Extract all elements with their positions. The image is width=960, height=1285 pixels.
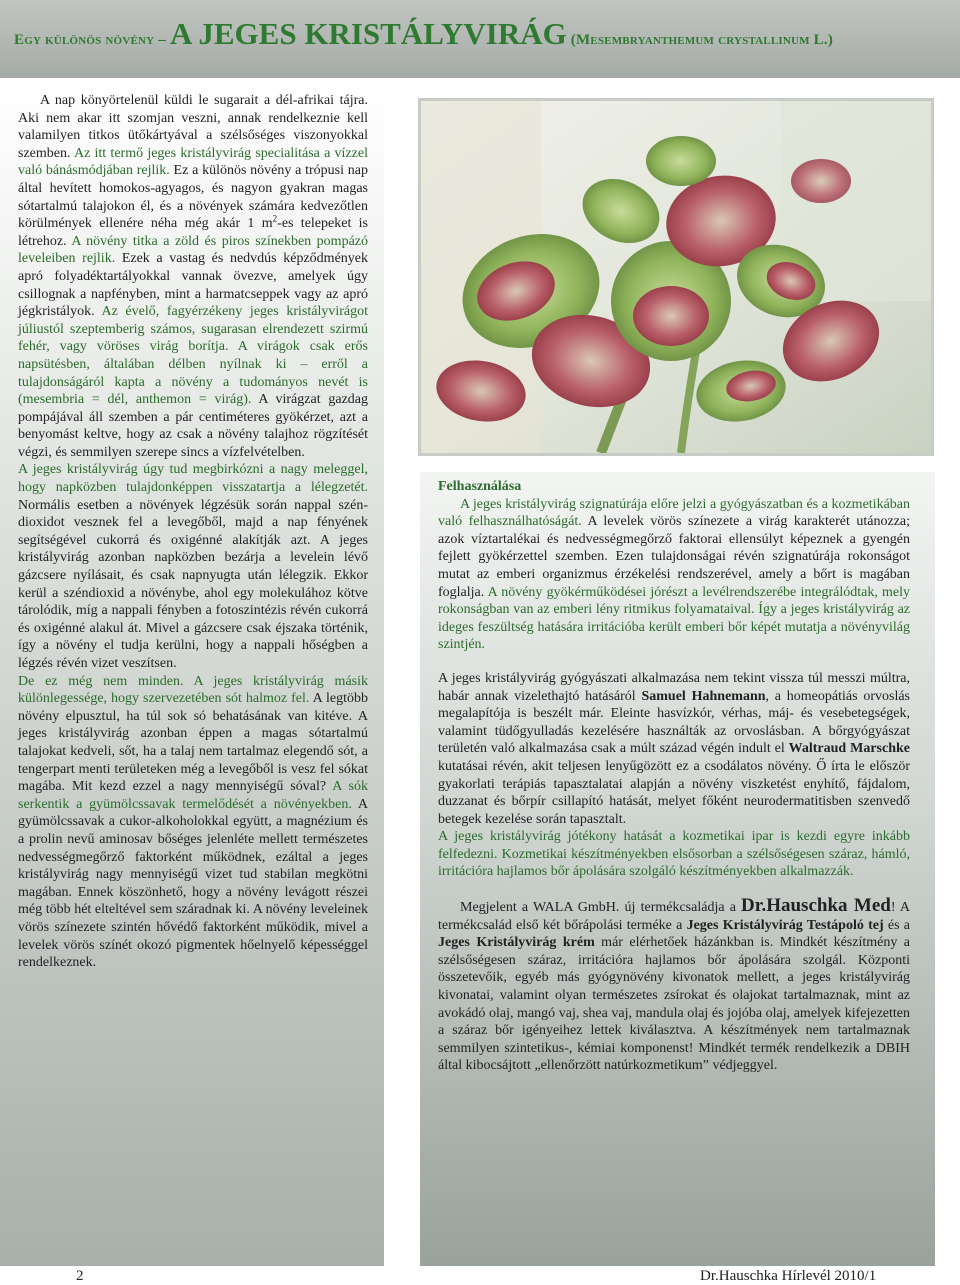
left-column bbox=[0, 86, 384, 1266]
salt-paragraph: De ez még nem minden. A jeges kristályvirág másik különlegessége, hogy szervezetében sót halmoz fel. A legtöbb növény elpusztul, ha túl sok só behatásának van kitéve. A jeges kristályvirág azonban éppen a magas sótartalmú talajokat kedveli, sőt, ha a talaj nem tartalmaz elegendő sót, a tengerpart menti területeken még a levegőből is vesz fel sókat magába. Mit kezd ezzel a nagy mennyiségű sóval? A sók serkentik a gyümölcssavak termelődését a növényekben. A gyümölcssavak a cukor-alkoholokkal együtt, a magnézium és a prolin nevű aminosav bőséges jelenléte mellett természetes nedvességmegőrző faktorként működnek, ezáltal a jeges kristályvirág nagy mennyiségű vizet tud stabilan megkötni magában. Ennek köszönhető, hogy a növény levágott részei még több hét elteltével sem száradnak ki. A növény leveleinek vörös színezete szintén hővédő faktorként működik, mivel a levelek vörös színét okozó pigmentek hőelnyelő képességgel rendelkeznek. bbox=[18, 673, 369, 971]
title-latin: (Mesembryanthemum crystallinum L.) bbox=[570, 32, 834, 48]
right-column-text bbox=[438, 478, 910, 1075]
intro-paragraph: A nap könyörtelenül küldi le sugarait a dél-afrikai tájra. Aki nem akar itt szomjan veszni, annak rendelkeznie kell valamilyen titkos ütőkártyával a szélsőséges viszonyokkal szemben. Az itt termő jeges kristályvirág specialitása a vízzel való bánásmódjában rejlik. Ez a különös növény a trópusi nap által hevített homokos-agyagos, és nagyon gyakran magas sótartalmú talajokon él, és a növények számára kedvezőtlen körülmények ellenére néha még akár 1 $m^2-es$ telepeket is létrehoz. A növény titka a zöld és piros színekben pompázó leveleiben rejlik. Ezek a vastag és nedvdús képződmények apró folyadéktartályokkal vannak övezve, amelyek úgy csillognak a napfényben, mint a harmatcseppek vagy az apró jégkristályok. Az évelő, fagyérzékeny jeges kristályvirágot júliustól szeptemberig számos, sugarasan elrendezett szirmú fehér, vagy vöröses virág borítja. A virágok csak erős napsütésben, általában délben nyílnak ki – erről a tulajdonságáról kapta a növény a tudományos nevét is (mesembria = dél, anthemon = virág). A virágzat gazdag pompájával áll szemben a pár centiméteres gyökérzet, azt a benyomást keltve, hogy az csak a növény talajhoz rögzítését végzi, és semmilyen szerepe sincs a vízfelvételben. bbox=[18, 93, 369, 460]
usage-heading: Felhasználása bbox=[438, 479, 522, 494]
usage-paragraph: A jeges kristályvirág szignatúrája előre jelzi a gyógyászatban és a kozmetikában való felhasználhatóságát. A levelek vörös színezete a virág karakterét utánozza; azok víztartalékai és nedvességmegőrző faktorai ellensúlyt képeznek a gyengén fejlett gyökérzettel szemben. Ezen tulajdonságai révén szignatúrája rokonságot mutat az emberi organizmus érzékelési rendszerével, amely a bőrt is magában foglalja. A növény gyökérműködései jórészt a levélrendszerébe integrálódtak, mely rokonságban van az emberi lény ritmikus folyamataival. Így a jeges kristályvirág az ideges feszültség hatására irritációba került emberi bőr képét mutatja a növényvilág szintjén. bbox=[438, 496, 911, 653]
breathing-paragraph: A jeges kristályvirág úgy tud megbirkózni a nagy meleggel, hogy napközben tulajdonképpen visszatartja a lélegzetét. Normális esetben a növények légzésük során nappal szén-dioxidot vesznek fel a levegőből, majd a nap fényének segítségével cukorrá és oxigénné alakítják azt. A jeges kristályvirág azonban napközben bezárja a levelein lévő gázcsere nyílásait, és csak napnyugta után lélegzik. Ekkor kerül a széndioxid a növénybe, ahol egy molekulához kötve tárolódik, míg a nappali fényben a fotoszintézis révén cukorrá és oxigénné alakul át. Mivel a gázcsere csak éjszaka történik, így a növény el tudja kerülni, hogy a nappali hőségben a légzés révén vizet veszítsen. bbox=[18, 462, 368, 671]
title-main: A JEGES KRISTÁLYVIRÁG bbox=[169, 16, 567, 51]
product-paragraph: Megjelent a WALA GmbH. új termékcsaládja a Dr.Hauschka Med! A termékcsalád első két bőrápolási terméke a Jeges Kristályvirág Testápoló tej és a Jeges Kristályvirág krém már elérhetőek házánkban is. Mindkét készítmény a szélsőségesen száraz, irritációra hajlamos bőr ápolására szolgál. Központi összetevőik, egyéb más gyógynövény kivonatok mellett, a jeges kristályvirág kivonatai, valamint olyan természetes zsírokat és olajokat tartalmaznak, mint az avokádó olaj, mangó vaj, shea vaj, mandula olaj és jojóba olaj, amelyek kifejezetten a száraz bőr igényeihez lettek kiválasztva. A készítmények nem tartalmaznak semmilyen szintetikus-, kémiai komponenst! Mindkét termék rendelkezik a DBIH által kibocsájtott „ellenőrzött natúrkozmetikum” védjeggyel. bbox=[438, 895, 910, 1074]
cosmetics-paragraph: A jeges kristályvirág jótékony hatását a kozmetikai ipar is kezdi egyre inkább felfedezni. Kozmetikai készítményekben elsősorban a szélsőségesen száraz, hámló, irritációra hajlamos bőr ápolására szolgáló készítményekben alkalmazzák. bbox=[438, 829, 910, 880]
title-prefix: Egy különös növény – bbox=[14, 32, 166, 48]
right-column bbox=[420, 472, 935, 1266]
page-number: 2 bbox=[76, 1268, 84, 1284]
ice-plant-illustration bbox=[421, 101, 931, 453]
page-title bbox=[14, 16, 833, 52]
page-header bbox=[0, 0, 960, 78]
left-column-text bbox=[18, 92, 368, 972]
publication-name: Dr.Hauschka Hírlevél 2010/1 bbox=[700, 1268, 877, 1284]
ice-plant-photo bbox=[418, 98, 934, 456]
medical-history-paragraph: A jeges kristályvirág gyógyászati alkalmazása nem tekint vissza túl messzi múltra, habár annak vizelethajtó hatásáról Samuel Hahnemann, a homeopátiás orvoslás megalapítója is beszélt már. Eleinte hasvízkór, vérhas, máj- és vesebetegségek, valamint tüdőgyulladás kezelésére használták az orvoslásban. A bőrgyógyászat területén való alkalmazása csak a múlt század végén indult el Waltraud Marschke kutatásai révén, akit teljesen lenyűgözött ez a csodálatos növény. Ő írta le először gyakorlati terápiás tapasztalatai alapján a növény viszketést enyhítő, fájdalom, duzzanat és bőrpír csillapító hatását, melyet főként neurodermatitisben szenvedő betegek kezelése során tapasztalt. bbox=[438, 670, 910, 827]
